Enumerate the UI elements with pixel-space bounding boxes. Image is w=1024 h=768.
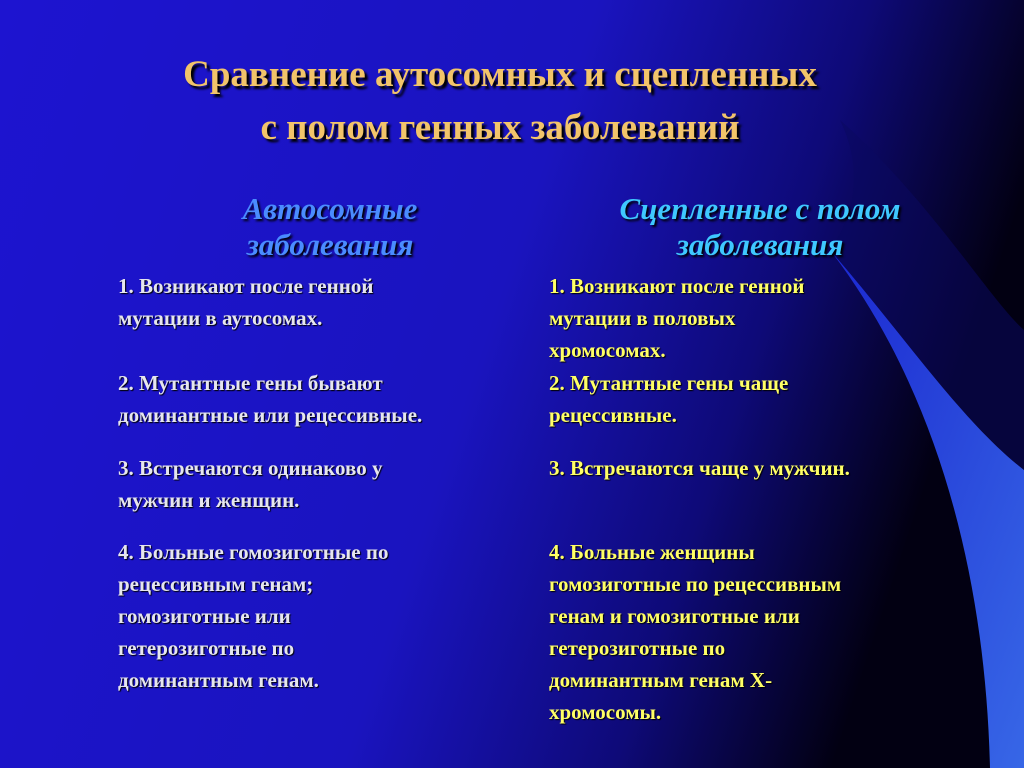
right-item-4-line: гомозиготные по рецессивным [549, 572, 842, 596]
left-item-1-line: мутации в аутосомах. [118, 306, 323, 330]
left-item-4-line: гомозиготные или [118, 604, 291, 628]
left-item-1-line: 1. Возникают после генной [118, 274, 374, 298]
right-item-4-line: гетерозиготные по [549, 636, 726, 660]
right-item-3 [549, 452, 969, 484]
left-item-2-line: доминантные или рецессивные. [118, 403, 423, 427]
left-item-3-line: 3. Встречаются одинаково у [118, 456, 383, 480]
left-item-4 [118, 536, 558, 696]
left-heading-line-2: заболевания [246, 227, 414, 262]
right-item-1-line: хромосомах. [549, 338, 666, 362]
left-column-heading [150, 191, 510, 263]
title-line-2: с полом генных заболеваний [260, 107, 740, 148]
right-item-4 [549, 536, 969, 728]
left-item-4-line: гетерозиготные по [118, 636, 295, 660]
left-item-1 [118, 270, 558, 334]
right-item-4-line: генам и гомозиготные или [549, 604, 800, 628]
left-item-3-line: мужчин и женщин. [118, 488, 300, 512]
right-item-3-line: 3. Встречаются чаще у мужчин. [549, 456, 850, 480]
left-item-2 [118, 367, 558, 431]
right-item-4-line: доминантным генам Х- [549, 668, 773, 692]
right-item-2 [549, 367, 969, 431]
left-heading-line-1: Автосомные [242, 191, 418, 226]
left-item-4-line: рецессивным генам; [118, 572, 314, 596]
right-item-1 [549, 270, 969, 366]
left-item-4-line: доминантным генам. [118, 668, 319, 692]
left-item-2-line: 2. Мутантные гены бывают [118, 371, 383, 395]
slide-title [60, 48, 940, 154]
right-item-4-line: хромосомы. [549, 700, 662, 724]
right-item-2-line: рецессивные. [549, 403, 677, 427]
left-item-4-line: 4. Больные гомозиготные по [118, 540, 389, 564]
right-item-2-line: 2. Мутантные гены чаще [549, 371, 789, 395]
right-item-1-line: мутации в половых [549, 306, 736, 330]
right-column-heading [560, 191, 960, 263]
title-line-1: Сравнение аутосомных и сцепленных [183, 54, 817, 95]
right-heading-line-2: заболевания [676, 227, 844, 262]
right-item-4-line: 4. Больные женщины [549, 540, 755, 564]
left-item-3 [118, 452, 558, 516]
right-item-1-line: 1. Возникают после генной [549, 274, 805, 298]
right-heading-line-1: Сцепленные с полом [619, 191, 901, 226]
